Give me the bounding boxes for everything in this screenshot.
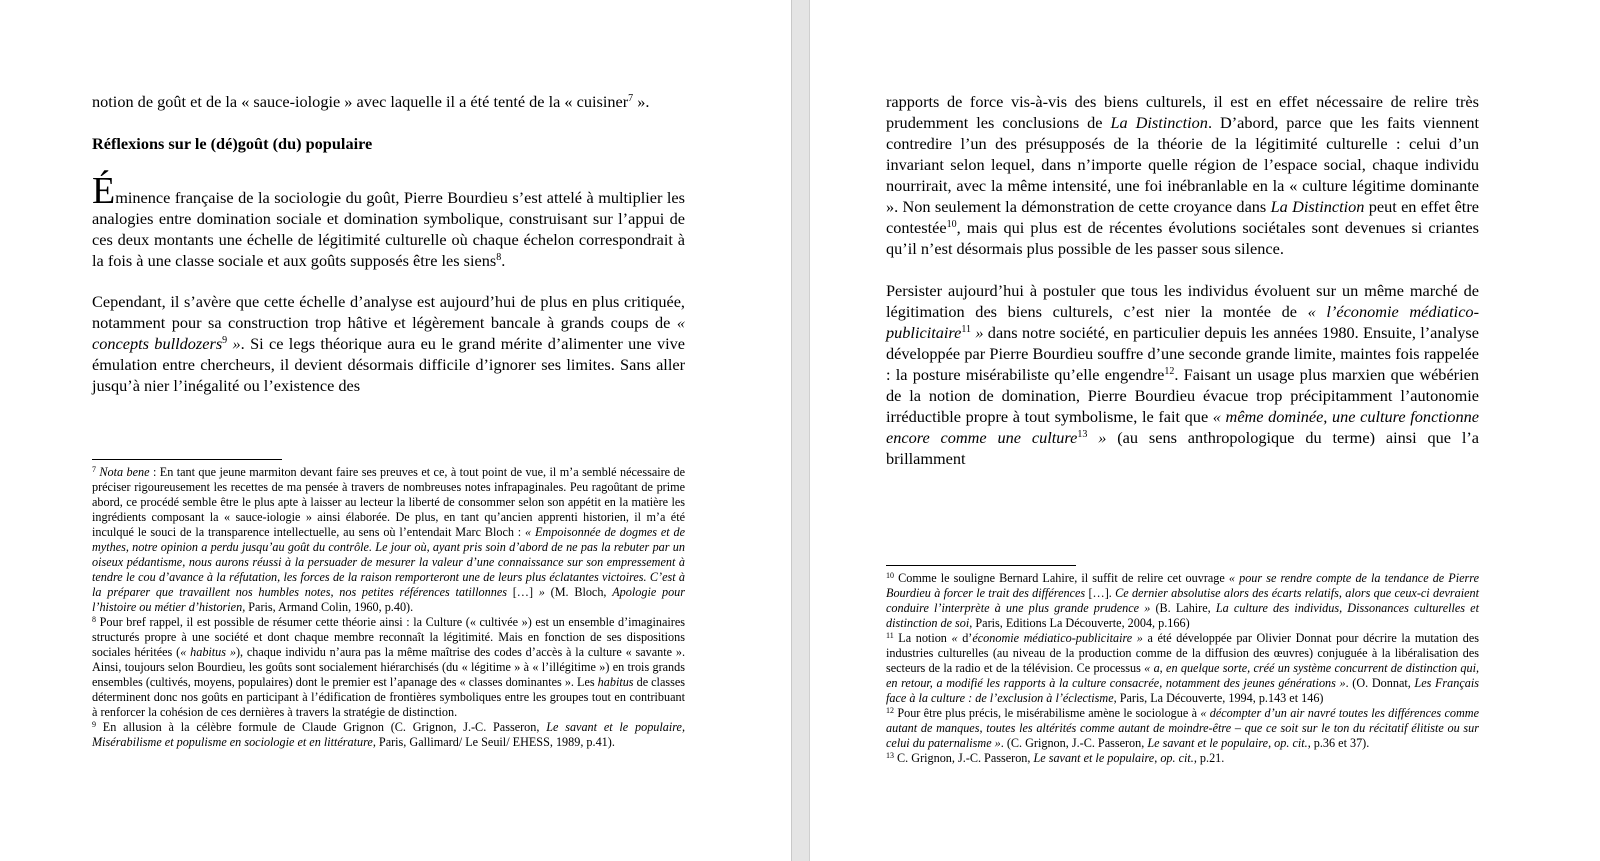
- italic-text: op. cit.: [1160, 751, 1194, 765]
- paragraph: [886, 91, 1479, 259]
- text-run: minence française de la sociologie du goût, Pierre Bourdieu s’est attelé à multiplier les analogies entre domination sociale et domination symbolique, construisant sur l’appui de ces deux montants une échelle de légitimité culturelle où chaque échelon correspondrait à la fois à une classe sociale et aux goûts supposés être les siens: [92, 188, 685, 270]
- footnote-number: 8: [92, 615, 96, 624]
- text-run: de classes déterminent donc nos goûts en participant à l’édification de frontières symboliques entre les groupes tout en contribuant à renforcer la cohésion de ces dernières à travers la stratégie de distinction.: [92, 675, 685, 719]
- text-run: . (C. Grignon, J.-C. Passeron,: [1000, 736, 1148, 750]
- italic-text: « Empoisonnée de dogmes et de mythes, notre opinion a perdu jusqu’au goût du contrôle. Le jour où, ayant pris soin d’abord de ne pas la rebuter par un oiseux pédantisme, nous aurons réussi à la persuader de mesurer la valeur d’une connaissance sur son empressement à tendre le cou d’avance à la réfutation, les forces de la raison remporteront une de leurs plus éclatantes victoires. C’est à la préparer que travaillent nos humbles notes, nos petites références tatillonnes: [92, 525, 685, 599]
- footnote-number: 12: [886, 706, 894, 715]
- italic-text: « concepts bulldozers: [92, 313, 685, 353]
- italic-text: »: [538, 585, 545, 599]
- text-run: : En tant que jeune marmiton devant faire ses preuves et ce, à tout point de vue, il m’a semblé nécessaire de préciser rigoureusement les recettes de ma pensée à travers de nombreuses notes infrapaginales. Peu ragoûtant de prime abord, ce procédé semble être le plus apte à laisser au lecteur la liberté de consommer selon son appétit en la matière les ingrédients composant la « sauce-iologie » ainsi élaborée. De plus, en tant qu’ancien apprenti historien, il m’a été inculqué le souci de la transparence intellectuelle, au sens où l’entendait Marc Bloch :: [92, 465, 685, 539]
- text-run: C. Grignon, J.-C. Passeron,: [894, 751, 1034, 765]
- footnote-13: [886, 751, 1479, 766]
- text-run: a été développée par Olivier Donnat pour décrire la mutation des industries culturelles (au niveau de la production comme de la diffusion des œuvres) conjuguée à la libéralisation des secteurs de la radio et de la télévision. Ce processus: [886, 631, 1479, 675]
- text-run: En allusion à la célèbre formule de Claude Grignon (C. Grignon, J.-C. Passeron,: [96, 720, 547, 734]
- italic-text: Ce dernier absolutise alors des écarts relatifs, alors que ceux-ci devraient conduire l’interprète à une plus grande prudence »: [886, 586, 1480, 615]
- footnote-ref: 7: [628, 93, 634, 104]
- text-run: , mais qui plus est de récentes évolutions sociétales sont devenues si criantes qu’il n’est désormais plus possible de les passer sous silence.: [886, 218, 1479, 258]
- italic-text: Nota bene: [99, 465, 150, 479]
- section-heading: [92, 133, 685, 154]
- italic-text: »: [971, 323, 984, 342]
- text-run: Persister aujourd’hui à postuler que tous les individus évoluent sur un même marché de légitimation des biens culturels, c’est nier la montée de: [886, 281, 1479, 321]
- footnote-ref: 11: [961, 324, 972, 335]
- text-run: , p.21.: [1193, 751, 1225, 765]
- text-run: Réflexions sur le (dé)goût (du) populaire: [92, 134, 373, 153]
- footnotes: [886, 571, 1479, 766]
- document-page-left: [0, 0, 791, 861]
- text-run: Pour bref rappel, il est possible de résumer cette théorie ainsi : la Culture (« cultivée ») est un ensemble d’imaginaires structurés propre à une société et dont chaque membre reconnaît la légitimité. Mais en fonction de ses dispositions sociales héritées (: [92, 615, 685, 659]
- footnote-number: 13: [886, 751, 894, 760]
- text-run: peut en effet être contestée: [886, 197, 1479, 237]
- text-run: (au sens anthropologique du terme) ainsi que l’a brillamment: [886, 428, 1479, 468]
- footnote-11: [886, 631, 1479, 706]
- text-run: ,: [1268, 736, 1275, 750]
- text-run: . Si ce legs théorique aura eu le grand mérite d’alimenter une vive émulation entre chercheurs, il devient désormais difficile d’ignorer ses limites. Sans aller jusqu’à nier l’inégalité ou l’existence des: [92, 334, 685, 395]
- footnote-number: 10: [886, 571, 894, 580]
- text-run: ».: [633, 92, 650, 111]
- italic-text: habitus: [597, 675, 634, 689]
- footnote-12: [886, 706, 1479, 751]
- text-run: notion de goût et de la « sauce-iologie » avec laquelle il a été tenté de la « cuisiner: [92, 92, 629, 111]
- text-run: rapports de force vis-à-vis des biens culturels, il est en effet nécessaire de relire très prudemment les conclusions de: [886, 92, 1479, 132]
- text-run: d’: [962, 631, 973, 645]
- italic-text: Le savant et le populaire: [1033, 751, 1155, 765]
- italic-text: »: [227, 334, 241, 353]
- footnote-number: 11: [886, 631, 894, 640]
- italic-text: « habitus »: [180, 645, 236, 659]
- footnote-number: 9: [92, 720, 96, 729]
- drop-cap: É: [92, 170, 116, 212]
- text-run: ), chaque individu n’aura pas la même maîtrise des codes d’accès à la culture « savante ». Ainsi, toujours selon Bourdieu, les goûts sont socialement hiérarchisés (du « légitime » à « l’illégitime ») en trois grands ensembles (cultivés, moyens, populaires) dont le premier est l’apanage des « classes dominantes ». Les: [92, 645, 686, 689]
- italic-text: « même dominée, une culture fonctionne encore comme une culture: [886, 407, 1479, 447]
- italic-text: Le savant et le populaire: [1147, 736, 1269, 750]
- footnote-ref: 13: [1077, 429, 1088, 440]
- footnote-ref: 9: [222, 335, 228, 346]
- text-run: (M. Bloch,: [544, 585, 613, 599]
- text-run: , Paris, La Découverte, 1994, p.143 et 146): [1113, 691, 1324, 705]
- paragraph: [92, 91, 685, 112]
- footnote-10: [886, 571, 1479, 631]
- text-run: . D’abord, parce que les faits viennent contredire l’un des présupposés de la théorie de la légitimité culturelle : celui d’un invariant selon lequel, dans n’importe quelle région de l’espace social, chaque individu nourrirait, avec la même intensité, une foi inébranlable en la « culture légitime dominante ». Non seulement la démonstration de cette croyance dans: [886, 113, 1479, 216]
- italic-text: «: [951, 631, 963, 645]
- text-run: .: [501, 251, 506, 270]
- text-run: Comme le souligne Bernard Lahire, il suffit de relire cet ouvrage: [894, 571, 1229, 585]
- text-run: ,: [1154, 751, 1161, 765]
- footnote-9: [92, 720, 685, 750]
- italic-text: La Distinction: [1270, 197, 1365, 216]
- text-run: , Paris, Armand Colin, 1960, p.40).: [242, 600, 414, 614]
- italic-text: Les Français face à la culture : de l’exclusion à l’éclectisme: [886, 676, 1479, 705]
- footnote-8: [92, 615, 685, 720]
- footnotes: [92, 465, 685, 750]
- footnote-ref: 12: [1164, 366, 1175, 377]
- italic-text: économie médiatico-publicitaire »: [972, 631, 1143, 645]
- text-run: , Paris, Gallimard/ Le Seuil/ EHESS, 1989, p.41).: [372, 735, 615, 749]
- italic-text: La Distinction: [1110, 113, 1208, 132]
- italic-text: Apologie pour l’histoire ou métier d’historien: [92, 585, 686, 614]
- text-run: , p.36 et 37).: [1307, 736, 1370, 750]
- text-run: […]: [507, 585, 539, 599]
- italic-text: »: [1087, 428, 1107, 447]
- text-run: dans notre société, en particulier depuis les années 1980. Ensuite, l’analyse développée par Pierre Bourdieu souffre d’une seconde grande limite, maintes fois rappelée : la posture misérabiliste qu’elle engendre: [886, 323, 1479, 384]
- italic-text: « décompter d’un air navré toutes les différences comme autant de manques, toutes les altérités comme autant de moindre-être – que ce soit sur le ton du récitatif élitiste ou sur celui du paternalisme »: [886, 706, 1479, 750]
- italic-text: op. cit.: [1274, 736, 1308, 750]
- text-run: Pour être plus précis, le misérabilisme amène le sociologue à: [894, 706, 1201, 720]
- page-body: [92, 91, 685, 396]
- paragraph: [92, 291, 685, 396]
- text-run: […].: [1085, 586, 1116, 600]
- paragraph: [886, 280, 1479, 469]
- paragraph-dropcap: [92, 170, 685, 271]
- footnote-ref: 8: [496, 252, 502, 263]
- footnote-separator: [92, 459, 282, 460]
- italic-text: La culture des individus, Dissonances culturelles et distinction de soi: [886, 601, 1479, 630]
- text-run: . (O. Donnat,: [1345, 676, 1415, 690]
- page-body: [886, 91, 1479, 469]
- footnote-7: [92, 465, 685, 615]
- text-run: Cependant, il s’avère que cette échelle d’analyse est aujourd’hui de plus en plus critiquée, notamment pour sa construction trop hâtive et légèrement bancale à grands coups de: [92, 292, 685, 332]
- document-page-right: [810, 0, 1600, 861]
- italic-text: « l’économie médiatico-publicitaire: [886, 302, 1479, 342]
- footnote-separator: [886, 565, 1076, 566]
- text-run: (B. Lahire,: [1150, 601, 1216, 615]
- text-run: , Paris, Editions La Découverte, 2004, p.166): [969, 616, 1190, 630]
- paragraph-text: [92, 188, 685, 270]
- italic-text: Le savant et le populaire, Misérabilisme et populisme en sociologie et en littérature: [92, 720, 685, 749]
- page-gap: [791, 0, 810, 861]
- italic-text: « pour se rendre compte de la tendance de Pierre Bourdieu à forcer le trait des différences: [886, 571, 1479, 600]
- italic-text: « a, en quelque sorte, créé un système concurrent de distinction qui, en retour, a modifié les rapports à la culture consacrée, notamment des jeunes générations »: [886, 661, 1480, 690]
- text-run: . Faisant un usage plus marxien que wébérien de la notion de domination, Pierre Bourdieu évacue trop précipitamment l’autonomie irréductible propre à tout symbolisme, le fait que: [886, 365, 1479, 426]
- footnote-number: 7: [92, 465, 96, 474]
- footnote-ref: 10: [946, 219, 957, 230]
- text-run: La notion: [893, 631, 952, 645]
